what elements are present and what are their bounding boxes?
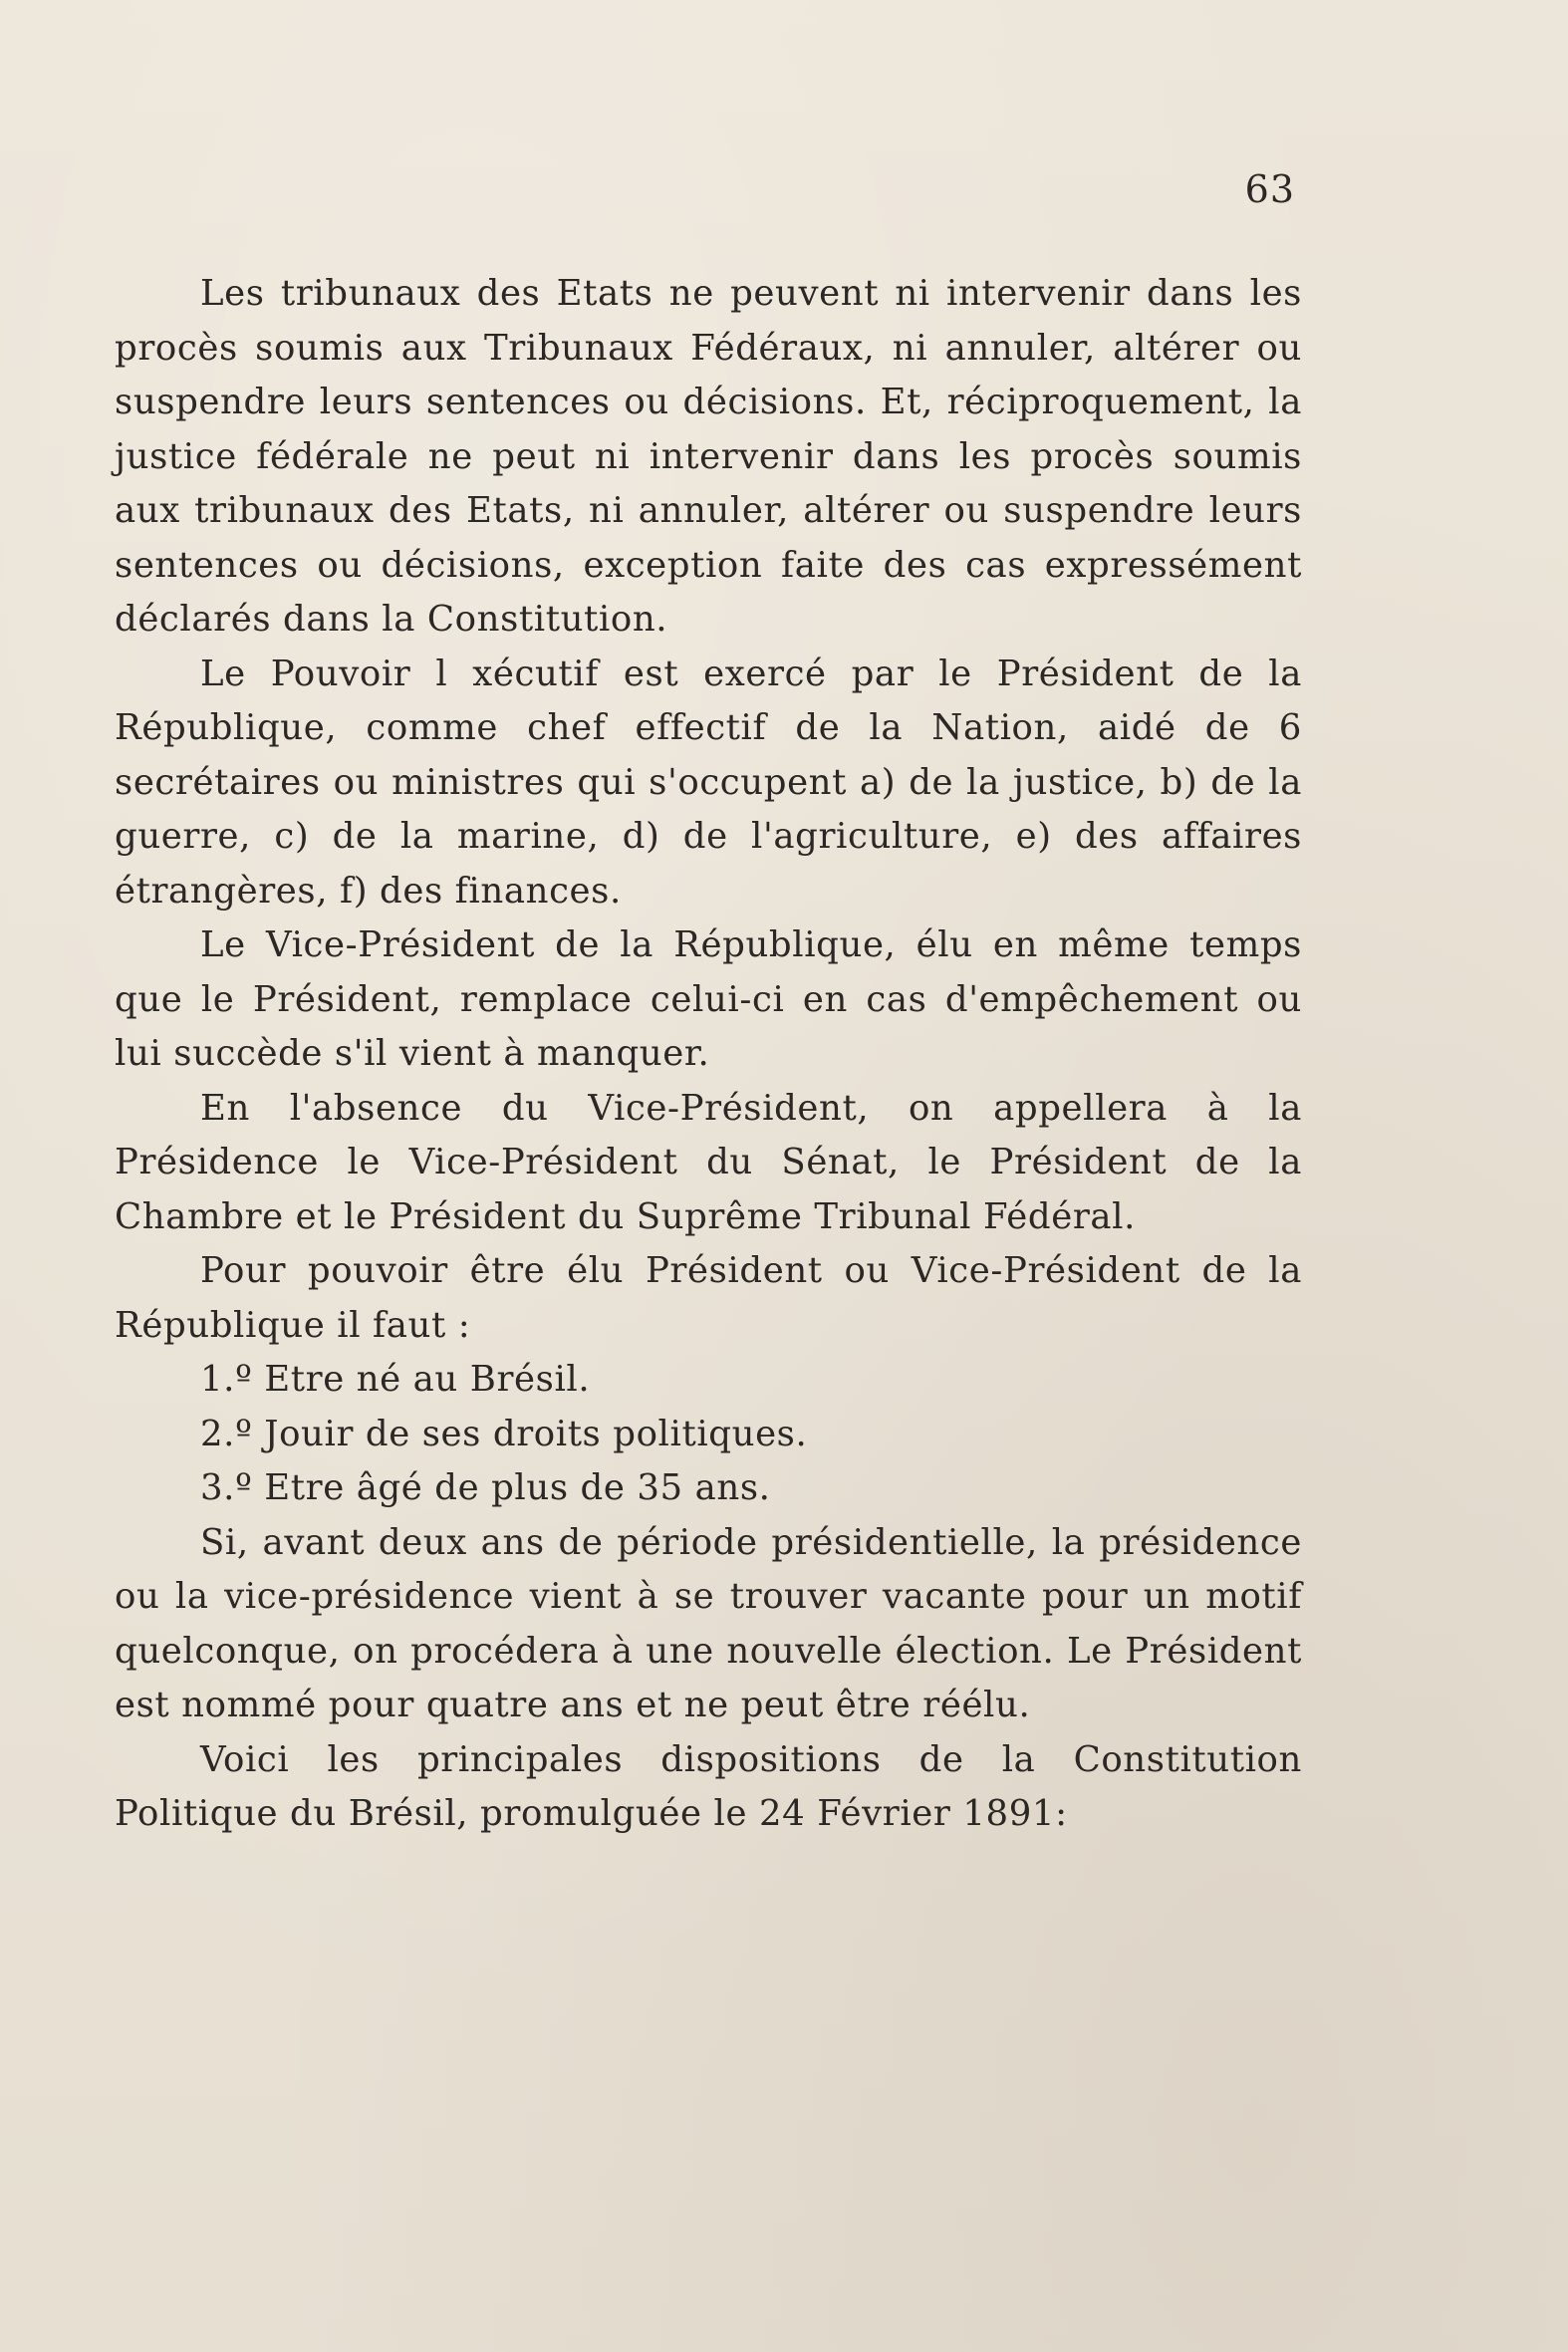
eligibility-requirements-list <box>115 1353 1302 1516</box>
list-item: 1.º Etre né au Brésil. <box>200 1359 591 1400</box>
paragraph-executive-power: Le Pouvoir l xécutif est exercé par le Président de la République, comme chef effectif de la Nation, aidé de 6 secrétaires ou ministres qui s'occupent a) de la justice, b) de la guerre, c) de la marine, d) de l'agriculture, e) des affaires étrangères, f) des finances. <box>115 653 1302 912</box>
body-text <box>115 267 1302 1842</box>
paragraph-succession: En l'absence du Vice-Président, on appellera à la Présidence le Vice-Président du Sénat, le Président de la Chambre et le Président du Suprême Tribunal Fédéral. <box>115 1087 1302 1237</box>
paragraph-eligibility: Pour pouvoir être élu Président ou Vice-Président de la République il faut : <box>115 1250 1302 1346</box>
list-item: 2.º Jouir de ses droits politiques. <box>200 1413 808 1454</box>
paragraph-vacancy: Si, avant deux ans de période présidentielle, la présidence ou la vice-présidence vient à se trouver vacante pour un motif quelconque, on procédera à une nouvelle élection. Le Président est nommé pour quatre ans et ne peut être réélu. <box>115 1521 1302 1725</box>
paragraph-tribunals: Les tribunaux des Etats ne peuvent ni intervenir dans les procès soumis aux Tribunaux Fédéraux, ni annuler, altérer ou suspendre leurs sentences ou décisions. Et, réciproquement, la justice fédérale ne peut ni intervenir dans les procès soumis aux tribunaux des Etats, ni annuler, altérer ou suspendre leurs sentences ou décisions, exception faite des cas expressément déclarés dans la Constitution. <box>115 273 1302 640</box>
paragraph-constitution-intro: Voici les principales dispositions de la Constitution Politique du Brésil, promulguée le 24 Février 1891: <box>115 1738 1302 1834</box>
page-number: 63 <box>1244 167 1295 211</box>
paragraph-vice-president: Le Vice-Président de la République, élu en même temps que le Président, remplace celui-ci en cas d'empêchement ou lui succède s'il vient à manquer. <box>115 924 1302 1074</box>
list-item: 3.º Etre âgé de plus de 35 ans. <box>200 1467 771 1508</box>
